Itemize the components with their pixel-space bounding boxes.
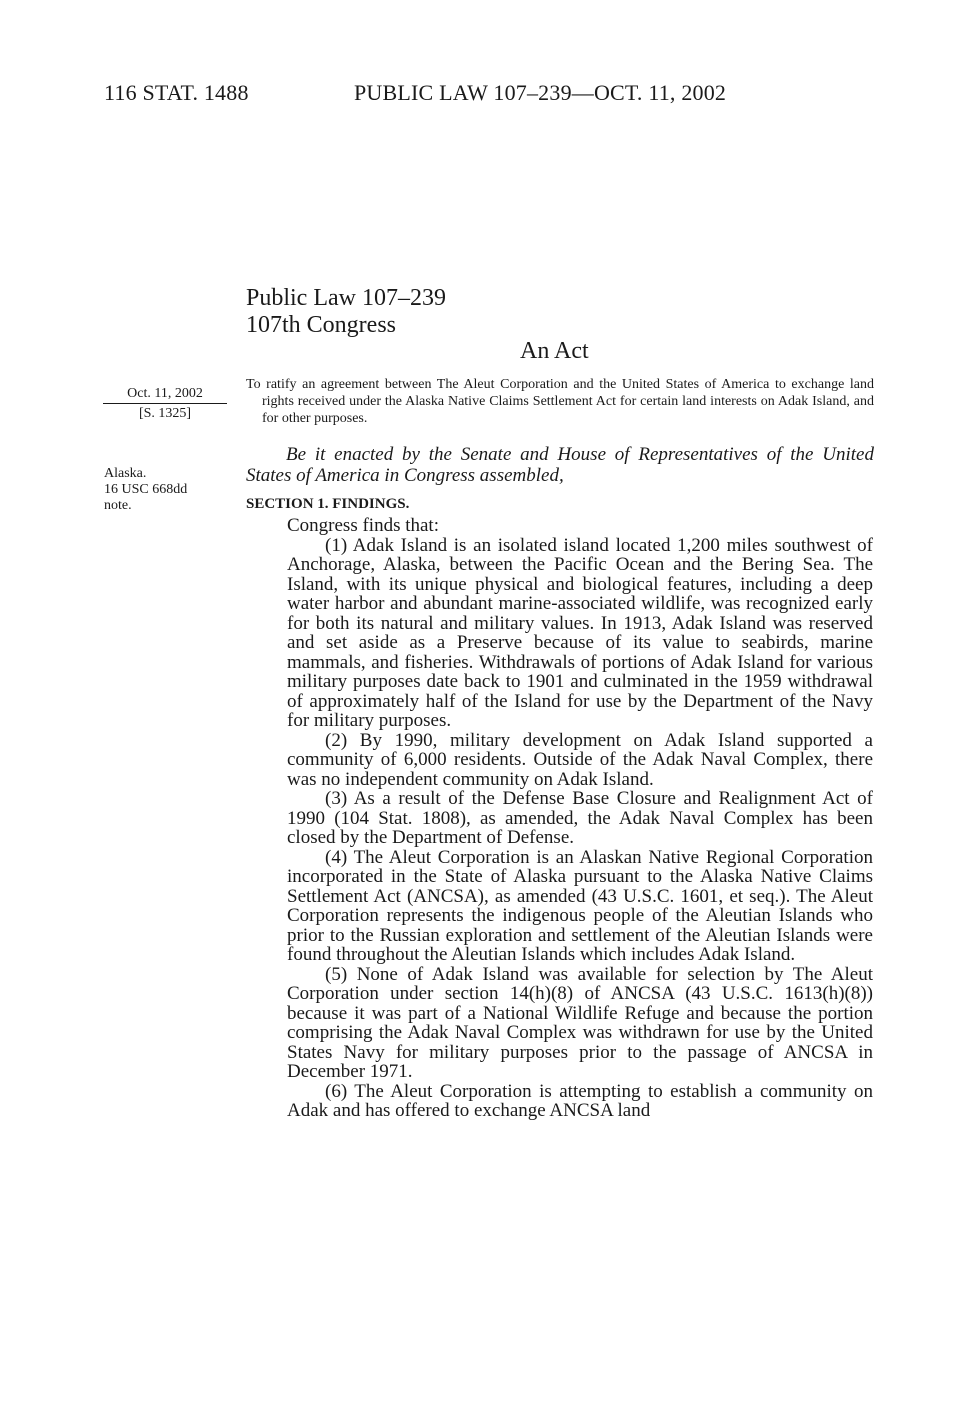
section-heading: SECTION 1. FINDINGS. bbox=[246, 496, 410, 512]
act-heading: An Act bbox=[520, 338, 589, 364]
margin-date-note bbox=[103, 386, 227, 422]
finding-paragraph: (1) Adak Island is an isolated island located 1,200 miles southwest of Anchorage, Alaska, between the Pacific Ocean and the Bering Sea. The Island, with its unique physical and biological features, including a deep water harbor and abundant marine-associated wildlife, was recognized early for both its natural and military values. In 1913, Adak Island was reserved and set aside as a Preserve because of its value to seabirds, marine mammals, and fisheries. Withdrawals of portions of Adak Island for various military purposes date back to 1901 and culminated in the 1959 withdrawal of approximately half of the Island for use by the Department of the Navy for military purposes. bbox=[287, 534, 873, 731]
congress-label: 107th Congress bbox=[246, 312, 396, 338]
law-title-block bbox=[246, 285, 446, 339]
finding-paragraph: (4) The Aleut Corporation is an Alaskan Native Regional Corporation incorporated in the State of Alaska pursuant to the Alaska Native Claims Settlement Act (ANCSA), as amended (43 U.S.C. 1601, et seq.). The Aleut Corporation represents the indigenous people of the Aleutian Islands who prior to the Russian exploration and settlement of the Aleutian Islands were found throughout the Aleutian Islands which includes Adak Island. bbox=[287, 846, 873, 965]
finding-paragraph: (6) The Aleut Corporation is attempting to establish a community on Adak and has offered to exchange ANCSA land bbox=[287, 1080, 873, 1121]
margin-note: note. bbox=[104, 498, 132, 513]
public-law-number: Public Law 107–239 bbox=[246, 285, 446, 311]
section-intro: Congress finds that: bbox=[287, 515, 439, 536]
margin-alaska: Alaska. bbox=[104, 466, 147, 481]
finding-paragraph: (2) By 1990, military development on Adak Island supported a community of 6,000 residents. Outside of the Adak Naval Complex, there was no independent community on Adak Island. bbox=[287, 729, 873, 790]
margin-usc: 16 USC 668dd bbox=[104, 482, 188, 497]
enacting-clause: Be it enacted by the Senate and House of Representatives of the United States of America in Congress assembled, bbox=[246, 444, 874, 486]
law-header: PUBLIC LAW 107–239—OCT. 11, 2002 bbox=[354, 80, 727, 105]
stat-citation: 116 STAT. 1488 bbox=[104, 80, 249, 105]
purpose-statement: To ratify an agreement between The Aleut Corporation and the United States of America to exchange land rights received under the Alaska Native Claims Settlement Act for certain land interests on Adak Island, and for other purposes. bbox=[246, 377, 874, 426]
finding-paragraph: (3) As a result of the Defense Base Closure and Realignment Act of 1990 (104 Stat. 1808), as amended, the Adak Naval Complex has been closed by the Department of Defense. bbox=[287, 788, 873, 848]
bill-number: [S. 1325] bbox=[138, 406, 192, 421]
enactment-date: Oct. 11, 2002 bbox=[103, 386, 227, 404]
margin-alaska-note bbox=[104, 466, 187, 514]
finding-paragraph: (5) None of Adak Island was available for selection by The Aleut Corporation under section 14(h)(8) of ANCSA (43 U.S.C. 1613(h)(8)) because it was part of a National Wildlife Refuge and because the portion comprising the Adak Naval Complex was withdrawn for use by the United States Navy for military purposes prior to the passage of ANCSA in December 1971. bbox=[287, 963, 873, 1082]
section-body bbox=[287, 516, 873, 1121]
